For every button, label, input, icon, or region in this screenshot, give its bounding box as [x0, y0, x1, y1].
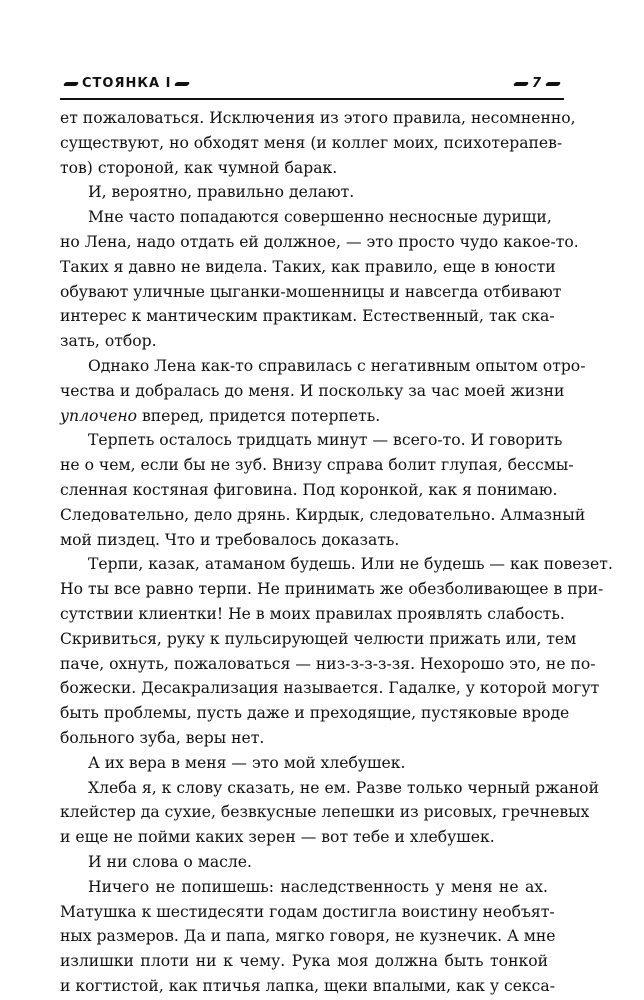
text-line: [60, 106, 576, 131]
line-text: И, вероятно, правильно делают.: [88, 183, 355, 202]
text-line: [60, 924, 556, 949]
line-text: паче, охнуть, пожаловаться — низ-з-з-з-зя. Нехорошо это, не по-: [60, 654, 596, 673]
text-line: [60, 726, 548, 751]
text-line: [60, 329, 548, 354]
emphasized-word: уплочено: [60, 406, 137, 425]
text-line: [60, 701, 570, 726]
body-text: [60, 106, 613, 999]
text-line: [60, 850, 548, 875]
line-text: божески. Десакрализация называется. Гадалке, у которой могут: [60, 679, 600, 698]
text-line: [60, 577, 604, 602]
running-head-page: [510, 73, 564, 95]
line-text: существуют, но обходят меня (и коллег моих, психотерапев-: [60, 133, 563, 152]
text-line: [60, 875, 548, 900]
text-line: [60, 156, 548, 181]
line-text: ных размеров. Да и папа, мягко говоря, не кузнечик. А мне: [60, 927, 556, 946]
line-text: Ничего не попишешь: наследственность у меня не ах.: [88, 877, 548, 896]
line-text: но Лена, надо отдать ей должное, — это просто чудо какое-то.: [60, 232, 579, 251]
text-line: [60, 280, 562, 305]
text-line: [60, 205, 552, 230]
text-line: [60, 776, 599, 801]
line-text: интерес к мантическим практикам. Естественный, так ска-: [60, 307, 555, 326]
line-text: И ни слова о масле.: [88, 852, 252, 871]
ornament-left-icon: [513, 82, 529, 86]
ornament-right-icon: [545, 82, 561, 86]
line-text: сутствии клиентки! Не в моих правилах проявлять слабость.: [60, 604, 565, 623]
line-text: Следовательно, дело дрянь. Кирдык, следовательно. Алмазный: [60, 505, 586, 524]
line-text: больного зуба, веры нет.: [60, 728, 265, 747]
line-text: Терпеть осталось тридцать минут — всего-то. И говорить: [88, 431, 563, 450]
line-text: Мне часто попадаются совершенно несносные дурищи,: [88, 208, 552, 227]
section-title: СТОЯНКА I: [82, 76, 172, 91]
line-text: Матушка к шестидесяти годам достигла воистину необъят-: [60, 902, 555, 921]
text-line: [60, 354, 586, 379]
line-text: не о чем, если бы не зуб. Внизу справа болит глупая, бессмы-: [60, 456, 574, 475]
text-line: [60, 627, 577, 652]
text-line: [60, 503, 586, 528]
text-line: [60, 379, 565, 404]
text-line: [60, 652, 596, 677]
line-text: Хлеба я, к слову сказать, не ем. Разве только черный ржаной: [88, 778, 599, 797]
line-text: Однако Лена как-то справилась с негативным опытом отро-: [88, 356, 586, 375]
text-line: [60, 825, 548, 850]
text-line: [60, 602, 565, 627]
line-text: обувают уличные цыганки-мошенницы и навсегда отбивают: [60, 282, 562, 301]
line-text: сленная костяная фиговина. Под коронкой, как я понимаю.: [60, 480, 558, 499]
text-line: [60, 428, 563, 453]
text-line: [60, 552, 613, 577]
line-text: быть проблемы, пусть даже и преходящие, пустяковые вроде: [60, 704, 570, 723]
line-text: Терпи, казак, атаманом будешь. Или не будешь — как повезет.: [88, 555, 613, 574]
line-text: чества и добралась до меня. И поскольку за час моей жизни: [60, 381, 565, 400]
line-text: вперед, придется потерпеть.: [137, 406, 381, 425]
line-text: А их вера в меня — это мой хлебушек.: [88, 753, 406, 772]
text-line: [60, 949, 548, 974]
line-text: тов) стороной, как чумной барак.: [60, 158, 338, 177]
text-line: [60, 800, 590, 825]
line-text: и когтистой, как птичья лапка, щеки впалыми, как у секса-: [60, 976, 555, 995]
text-line: [60, 304, 555, 329]
line-text: и еще не пойми каких зерен — вот тебе и хлебушек.: [60, 828, 495, 847]
text-line: [60, 404, 548, 429]
line-text: Скривиться, руку к пульсирующей челюсти прижать или, тем: [60, 629, 577, 648]
text-line: [60, 255, 556, 280]
line-text: клейстер да сухие, безвкусные лепешки из рисовых, гречневых: [60, 803, 590, 822]
text-line: [60, 131, 563, 156]
ornament-left-icon: [63, 82, 79, 86]
text-line: [60, 478, 558, 503]
line-text: Таких я давно не видела. Таких, как правило, еще в юности: [60, 257, 556, 276]
ornament-right-icon: [174, 82, 190, 86]
text-line: [60, 230, 579, 255]
text-line: [60, 528, 548, 553]
line-text: Но ты все равно терпи. Не принимать же обезболивающее в при-: [60, 580, 604, 599]
text-line: [60, 974, 555, 999]
line-text: ет пожаловаться. Исключения из этого правила, несомненно,: [60, 109, 576, 127]
running-head-section: [60, 73, 193, 95]
running-head: [60, 73, 564, 95]
line-text: мой пиздец. Что и требовалось доказать.: [60, 530, 400, 549]
text-line: [60, 751, 548, 776]
text-line: [60, 180, 548, 205]
text-line: [60, 453, 574, 478]
line-text: зать, отбор.: [60, 332, 157, 351]
text-line: [60, 676, 600, 701]
line-text: излишки плоти ни к чему. Рука моя должна быть тонкой: [60, 952, 548, 971]
text-line: [60, 900, 555, 925]
page-number: 7: [531, 76, 542, 91]
header-rule: [60, 98, 564, 100]
